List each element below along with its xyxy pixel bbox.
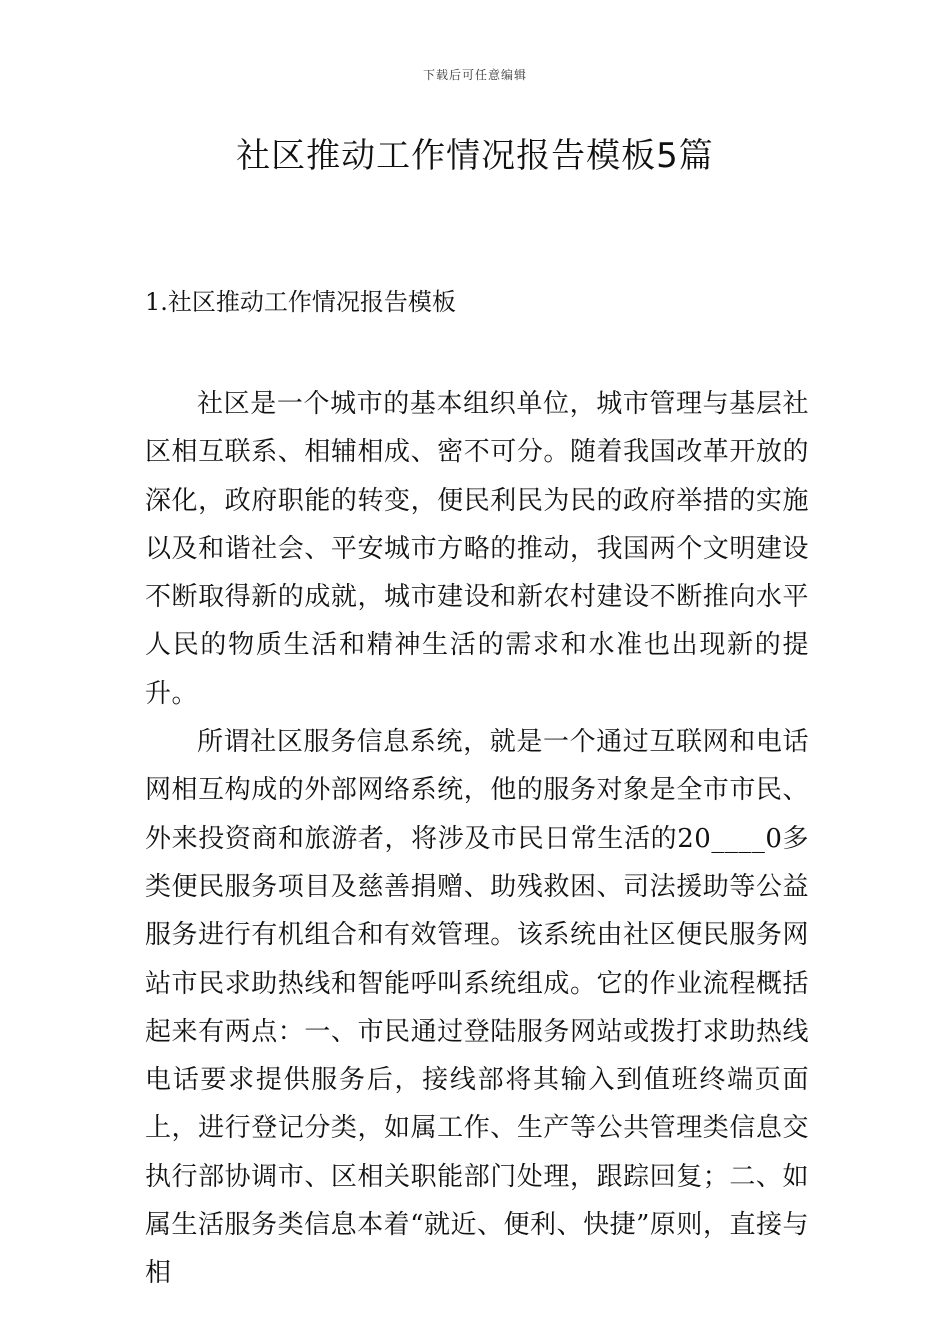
- document-body: [145, 380, 809, 1298]
- page-title: 社区推动工作情况报告模板5篇: [236, 136, 714, 176]
- section-heading: 1.社区推动工作情况报告模板: [145, 288, 456, 316]
- header-note: 下载后可任意编辑: [422, 68, 527, 82]
- paragraph: 所谓社区服务信息系统，就是一个通过互联网和电话网相互构成的外部网络系统，他的服务对象是全市市民、外来投资商和旅游者，将涉及市民日常生活的20____0多类便民服务项目及慈善捐赠、助残救困、司法援助等公益服务进行有机组合和有效管理。该系统由社区便民服务网站市民求助热线和智能呼叫系统组成。它的作业流程概括起来有两点：一、市民通过登陆服务网站或拨打求助热线电话要求提供服务后，接线部将其输入到值班终端页面上，进行登记分类，如属工作、生产等公共管理类信息交执行部协调市、区相关职能部门处理，跟踪回复；二、如属生活服务类信息本着“就近、便利、快捷”原则，直接与相: [145, 727, 809, 1289]
- paragraph: 社区是一个城市的基本组织单位，城市管理与基层社区相互联系、相辅相成、密不可分。随着我国改革开放的深化，政府职能的转变，便民利民为民的政府举措的实施以及和谐社会、平安城市方略的推动，我国两个文明建设不断取得新的成就，城市建设和新农村建设不断推向水平人民的物质生活和精神生活的需求和水准也出现新的提升。: [145, 389, 809, 709]
